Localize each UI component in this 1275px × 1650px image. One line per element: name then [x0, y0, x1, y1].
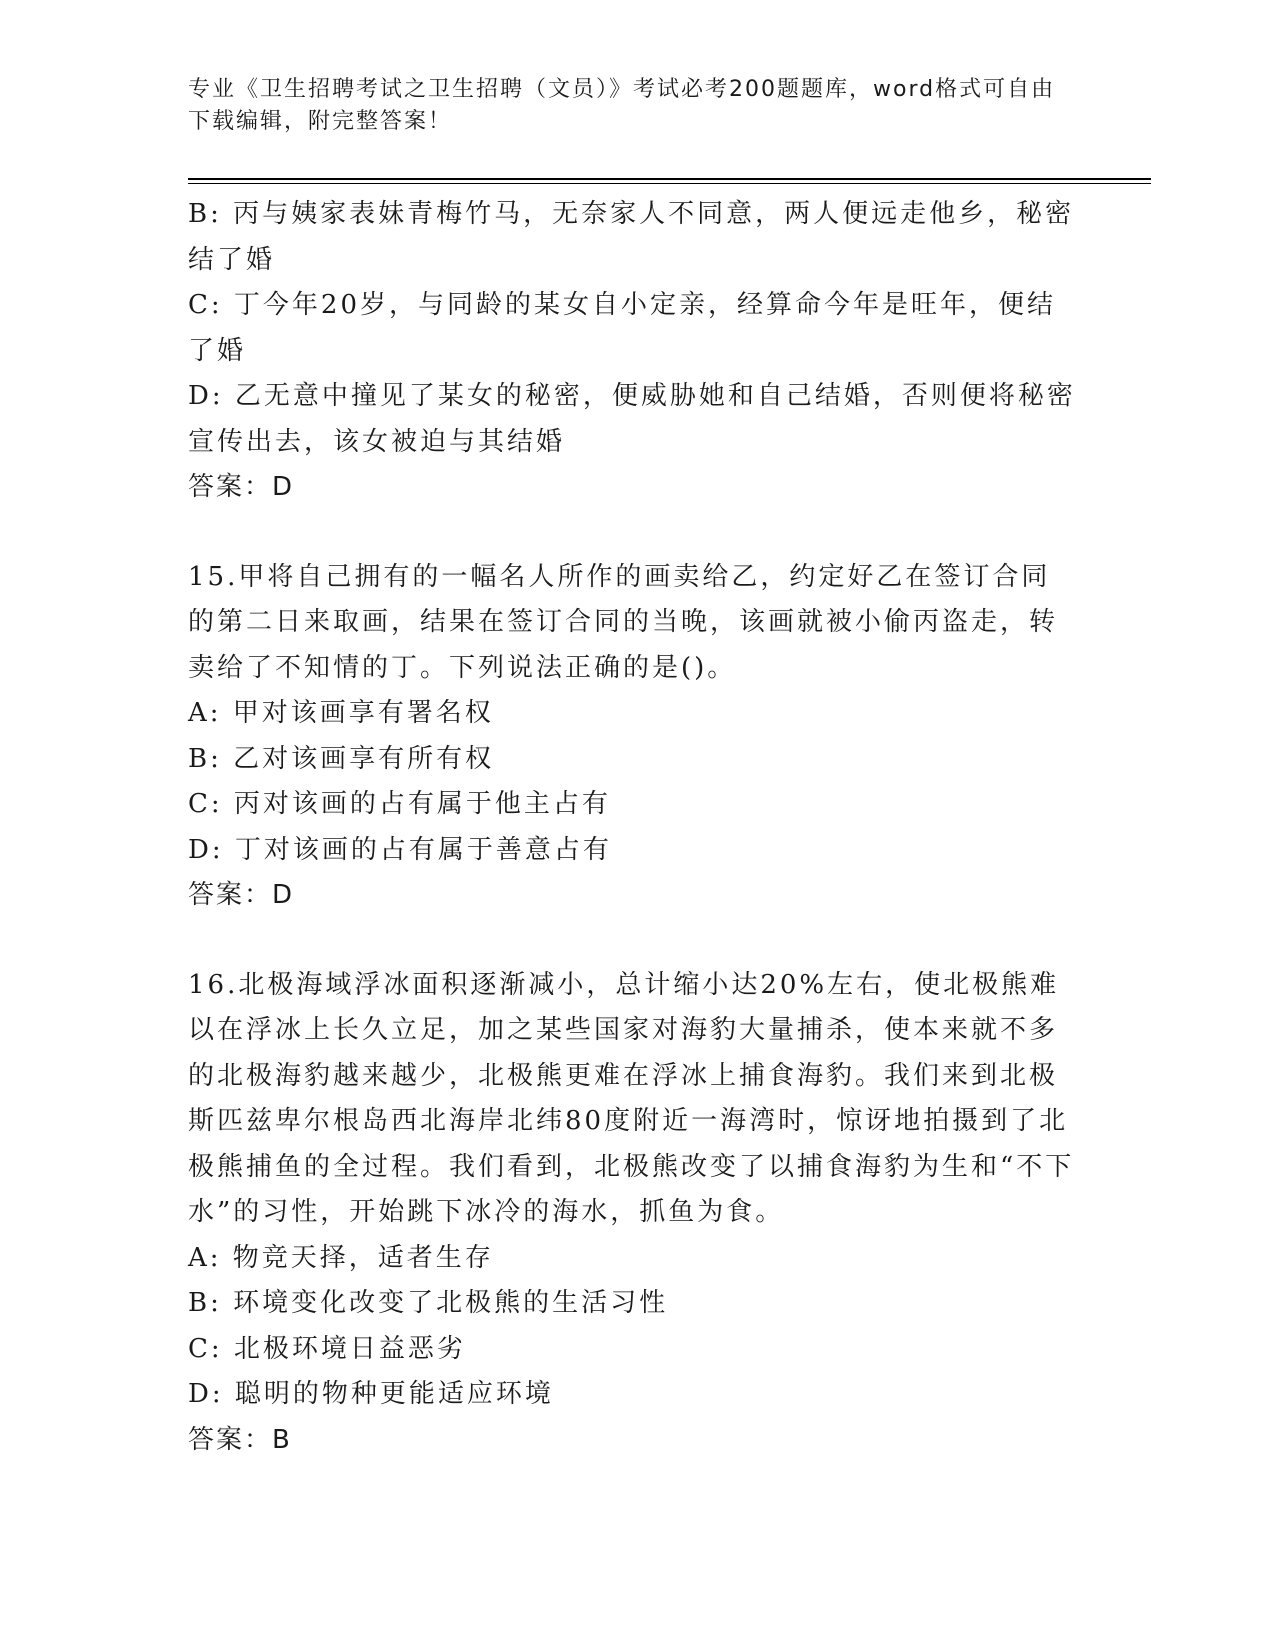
- option-b: B: 环境变化改变了北极熊的生活习性: [188, 1288, 669, 1318]
- option-c: C: 丙对该画的占有属于他主占有: [188, 789, 611, 819]
- question-15: [188, 555, 1078, 919]
- answer-line: 答案：D: [188, 880, 295, 910]
- option-b: B: 丙与姨家表妹青梅竹马，无奈家人不同意，两人便远走他乡，秘密结了婚: [188, 199, 1075, 275]
- option-c: C: 北极环境日益恶劣: [188, 1333, 466, 1364]
- option-d: D: 聪明的物种更能适应环境: [188, 1379, 554, 1409]
- option-b: B: 乙对该画享有所有权: [188, 743, 495, 774]
- option-d: D: 丁对该画的占有属于善意占有: [188, 834, 612, 865]
- question-14-continued: [188, 192, 1078, 511]
- question-stem: 16.北极海域浮冰面积逐渐减小，总计缩小达20%左右，使北极熊难以在浮冰上长久立足，加之某些国家对海豹大量捕杀，使本来就不多的北极海豹越来越少，北极熊更难在浮冰上捕食海豹。我们来到北极斯匹兹卑尔根岛西北海岸北纬80度附近一海湾时，惊讶地拍摄到了北极熊捕鱼的全过程。我们看到，北极熊改变了以捕食海豹为生和“不下水”的习性，开始跳下冰冷的海水，抓鱼为食。: [188, 969, 1075, 1227]
- page-header: 专业《卫生招聘考试之卫生招聘（文员）》考试必考200题题库，word格式可自由下载编辑，附完整答案！: [188, 77, 1056, 134]
- option-a: A: 甲对该画享有署名权: [188, 698, 494, 728]
- option-c: C: 丁今年20岁，与同龄的某女自小定亲，经算命今年是旺年，便结了婚: [188, 290, 1057, 366]
- answer-line: 答案：D: [188, 472, 295, 502]
- spacer: [188, 511, 1078, 555]
- answer-line: 答案：B: [188, 1424, 292, 1455]
- document-content: [188, 192, 1078, 1463]
- question-16: [188, 963, 1078, 1464]
- header-rule-thin: [188, 183, 1151, 184]
- spacer: [188, 919, 1078, 963]
- question-stem: 15.甲将自己拥有的一幅名人所作的画卖给乙，约定好乙在签订合同的第二日来取画，结果在签订合同的当晚，该画就被小偷丙盗走，转卖给了不知情的丁。下列说法正确的是()。: [188, 561, 1059, 683]
- option-d: D: 乙无意中撞见了某女的秘密，便威胁她和自己结婚，否则便将秘密宣传出去，该女被迫与其结婚: [188, 381, 1076, 457]
- header-rule-thick: [188, 178, 1151, 180]
- option-a: A: 物竞天择，适者生存: [188, 1242, 494, 1273]
